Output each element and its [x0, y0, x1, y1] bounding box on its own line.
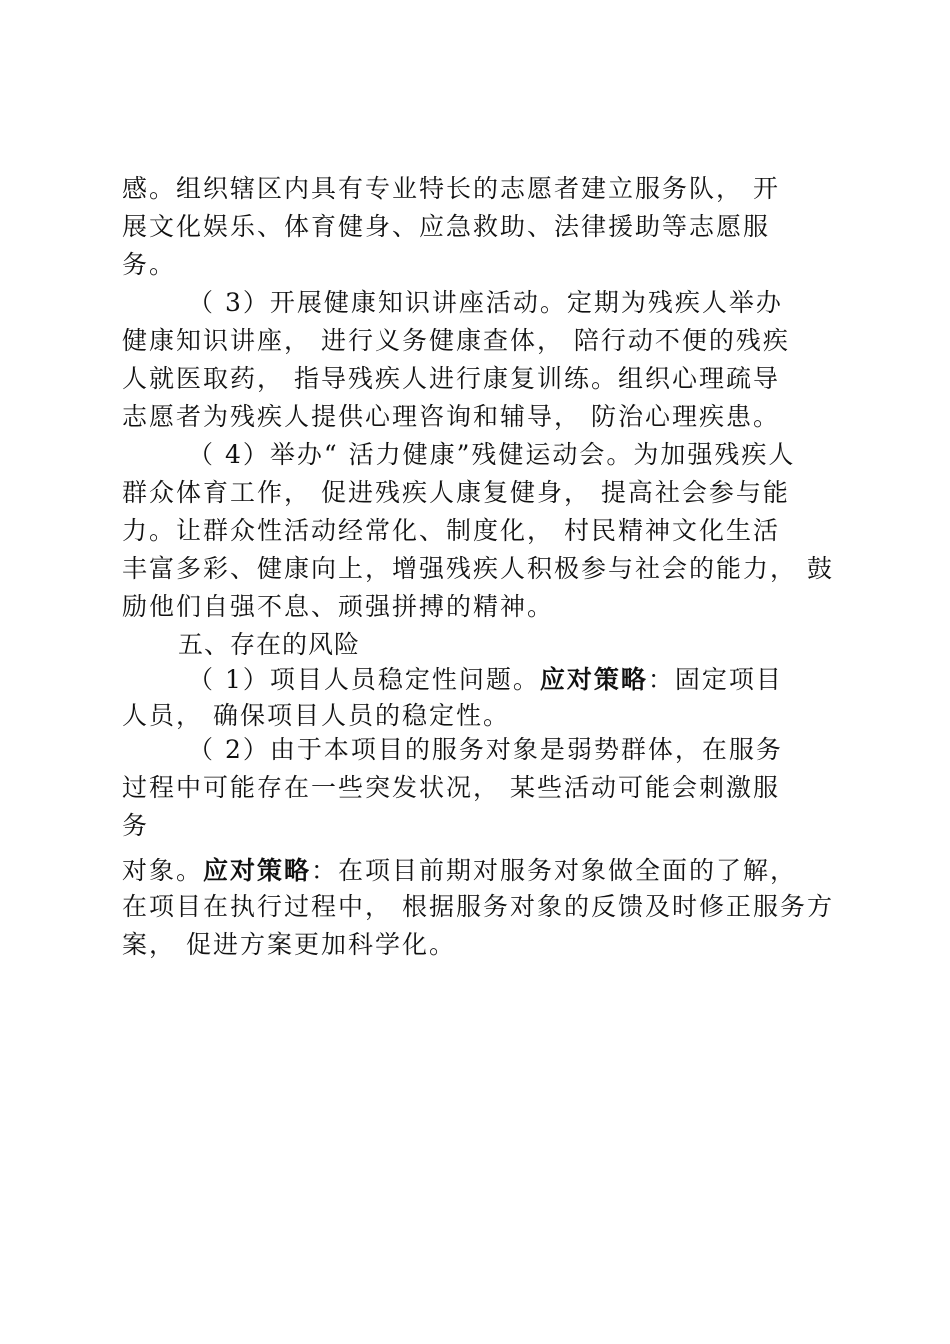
risk-item-2: （ 2）由于本项目的服务对象是弱势群体，在服务: [188, 735, 783, 764]
risk-1-strategy-text: ：固定项目: [647, 665, 783, 694]
paragraph-line: 务。: [122, 250, 177, 279]
paragraph-line: 丰富多彩、健康向上，增强残疾人积极参与社会的能力， 鼓: [122, 554, 834, 583]
paragraph-line: 健康知识讲座， 进行义务健康查体， 陪行动不便的残疾: [122, 326, 790, 355]
paragraph-line: （ 4）举办“ 活力健康”残健运动会。为加强残疾人: [188, 440, 796, 469]
paragraph-line: 人员， 确保项目人员的稳定性。: [122, 701, 510, 730]
risk-1-text: （ 1）项目人员稳定性问题。: [188, 665, 540, 694]
section-heading: 五、存在的风险: [178, 630, 361, 659]
strategy-label: 应对策略: [539, 665, 648, 694]
paragraph-line: 在项目在执行过程中， 根据服务对象的反馈及时修正服务方: [122, 892, 834, 921]
paragraph-line: 展文化娱乐、体育健身、应急救助、法律援助等志愿服: [122, 212, 771, 241]
paragraph-line: 务: [122, 811, 150, 840]
paragraph-line: 力。让群众性活动经常化、制度化， 村民精神文化生活: [122, 516, 780, 545]
risk-2-text: 对象。: [122, 856, 204, 885]
paragraph-line: （ 3）开展健康知识讲座活动。定期为残疾人举办: [188, 288, 783, 317]
paragraph-line: 感。组织辖区内具有专业特长的志愿者建立服务队， 开: [122, 174, 780, 203]
risk-2-strategy-line: [122, 853, 832, 889]
paragraph-line: 志愿者为残疾人提供心理咨询和辅导， 防治心理疾患。: [122, 402, 780, 431]
risk-item-1: [188, 662, 898, 698]
paragraph-line: 人就医取药， 指导残疾人进行康复训练。组织心理疏导: [122, 364, 780, 393]
strategy-label: 应对策略: [203, 856, 312, 885]
paragraph-line: 励他们自强不息、顽强拼搏的精神。: [122, 592, 555, 621]
risk-2-strategy-text: ：在项目前期对服务对象做全面的了解，: [311, 856, 798, 885]
paragraph-line: 过程中可能存在一些突发状况， 某些活动可能会刺激服: [122, 773, 780, 802]
paragraph-line: 案， 促进方案更加科学化。: [122, 930, 456, 959]
paragraph-line: 群众体育工作， 促进残疾人康复健身， 提高社会参与能: [122, 478, 790, 507]
